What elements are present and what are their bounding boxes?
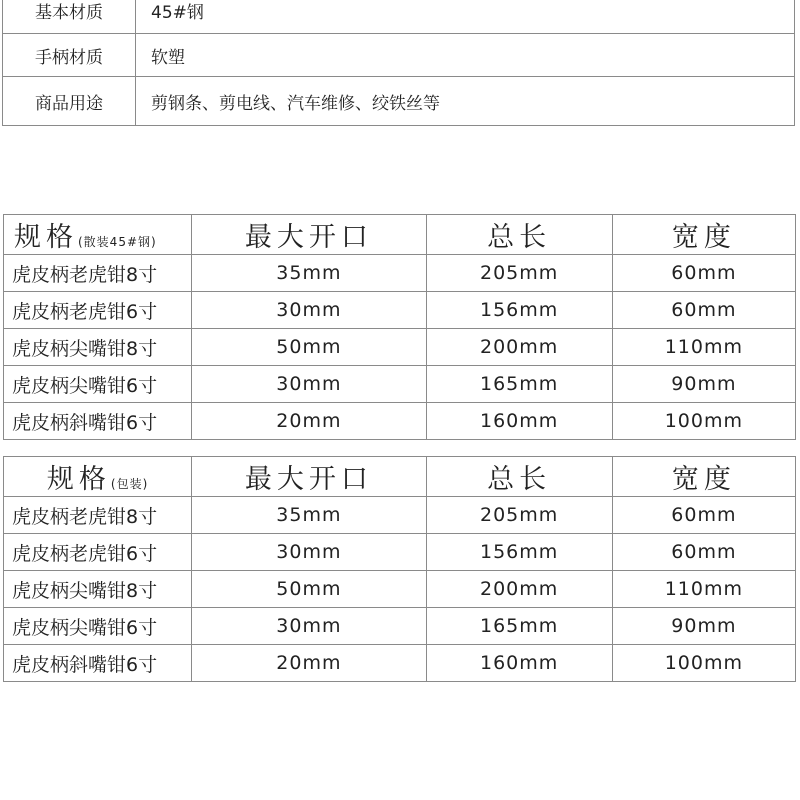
length-header: 总长 xyxy=(426,215,612,255)
material-table xyxy=(2,0,795,126)
length-value: 160mm xyxy=(426,403,612,440)
width-value: 60mm xyxy=(612,497,795,534)
opening-value: 30mm xyxy=(192,534,426,571)
length-value: 165mm xyxy=(426,366,612,403)
length-value: 160mm xyxy=(426,645,612,682)
opening-header: 最大开口 xyxy=(192,457,426,497)
width-value: 90mm xyxy=(612,608,795,645)
length-value: 200mm xyxy=(426,329,612,366)
opening-value: 50mm xyxy=(192,329,426,366)
width-header: 宽度 xyxy=(612,215,795,255)
product-name: 虎皮柄斜嘴钳6寸 xyxy=(4,645,192,682)
opening-value: 30mm xyxy=(192,292,426,329)
width-value: 110mm xyxy=(612,571,795,608)
length-value: 200mm xyxy=(426,571,612,608)
length-header: 总长 xyxy=(426,457,612,497)
material-value: 45#钢 xyxy=(136,0,795,34)
opening-value: 30mm xyxy=(192,366,426,403)
opening-header: 最大开口 xyxy=(192,215,426,255)
spec-header-title: 规格 xyxy=(46,464,111,495)
material-label: 手柄材质 xyxy=(3,34,136,77)
spec-header-row xyxy=(4,457,796,497)
material-row-usage xyxy=(3,77,795,126)
material-row-base xyxy=(3,0,795,34)
spec-header-row xyxy=(4,215,796,255)
length-value: 205mm xyxy=(426,497,612,534)
width-value: 100mm xyxy=(612,403,795,440)
opening-value: 35mm xyxy=(192,497,426,534)
table-row xyxy=(4,571,796,608)
opening-value: 20mm xyxy=(192,403,426,440)
product-name: 虎皮柄尖嘴钳6寸 xyxy=(4,366,192,403)
opening-value: 35mm xyxy=(192,255,426,292)
length-value: 205mm xyxy=(426,255,612,292)
product-name: 虎皮柄尖嘴钳8寸 xyxy=(4,329,192,366)
table-row xyxy=(4,497,796,534)
table-row xyxy=(4,403,796,440)
width-value: 60mm xyxy=(612,534,795,571)
material-row-handle xyxy=(3,34,795,77)
material-label: 基本材质 xyxy=(3,0,136,34)
spec-table-packed xyxy=(3,456,796,682)
table-row xyxy=(4,255,796,292)
spec-header-cell xyxy=(4,215,192,255)
product-name: 虎皮柄老虎钳8寸 xyxy=(4,255,192,292)
product-name: 虎皮柄老虎钳8寸 xyxy=(4,497,192,534)
spec-header-cell xyxy=(4,457,192,497)
material-label: 商品用途 xyxy=(3,77,136,126)
width-value: 100mm xyxy=(612,645,795,682)
spec-header-note: (散装45#钢) xyxy=(78,235,157,249)
product-name: 虎皮柄尖嘴钳8寸 xyxy=(4,571,192,608)
table-row xyxy=(4,608,796,645)
table-row xyxy=(4,329,796,366)
length-value: 165mm xyxy=(426,608,612,645)
product-name: 虎皮柄尖嘴钳6寸 xyxy=(4,608,192,645)
spec-header-note: (包装) xyxy=(110,477,149,491)
material-value: 剪钢条、剪电线、汽车维修、绞铁丝等 xyxy=(136,77,795,126)
product-name: 虎皮柄斜嘴钳6寸 xyxy=(4,403,192,440)
table-row xyxy=(4,534,796,571)
material-value: 软塑 xyxy=(136,34,795,77)
width-value: 60mm xyxy=(612,255,795,292)
table-row xyxy=(4,292,796,329)
width-value: 90mm xyxy=(612,366,795,403)
width-value: 110mm xyxy=(612,329,795,366)
length-value: 156mm xyxy=(426,292,612,329)
opening-value: 50mm xyxy=(192,571,426,608)
table-row xyxy=(4,366,796,403)
opening-value: 20mm xyxy=(192,645,426,682)
product-name: 虎皮柄老虎钳6寸 xyxy=(4,534,192,571)
product-name: 虎皮柄老虎钳6寸 xyxy=(4,292,192,329)
table-row xyxy=(4,645,796,682)
spec-header-title: 规格 xyxy=(14,222,78,253)
width-value: 60mm xyxy=(612,292,795,329)
spec-table-bulk xyxy=(3,214,796,440)
width-header: 宽度 xyxy=(612,457,795,497)
opening-value: 30mm xyxy=(192,608,426,645)
length-value: 156mm xyxy=(426,534,612,571)
